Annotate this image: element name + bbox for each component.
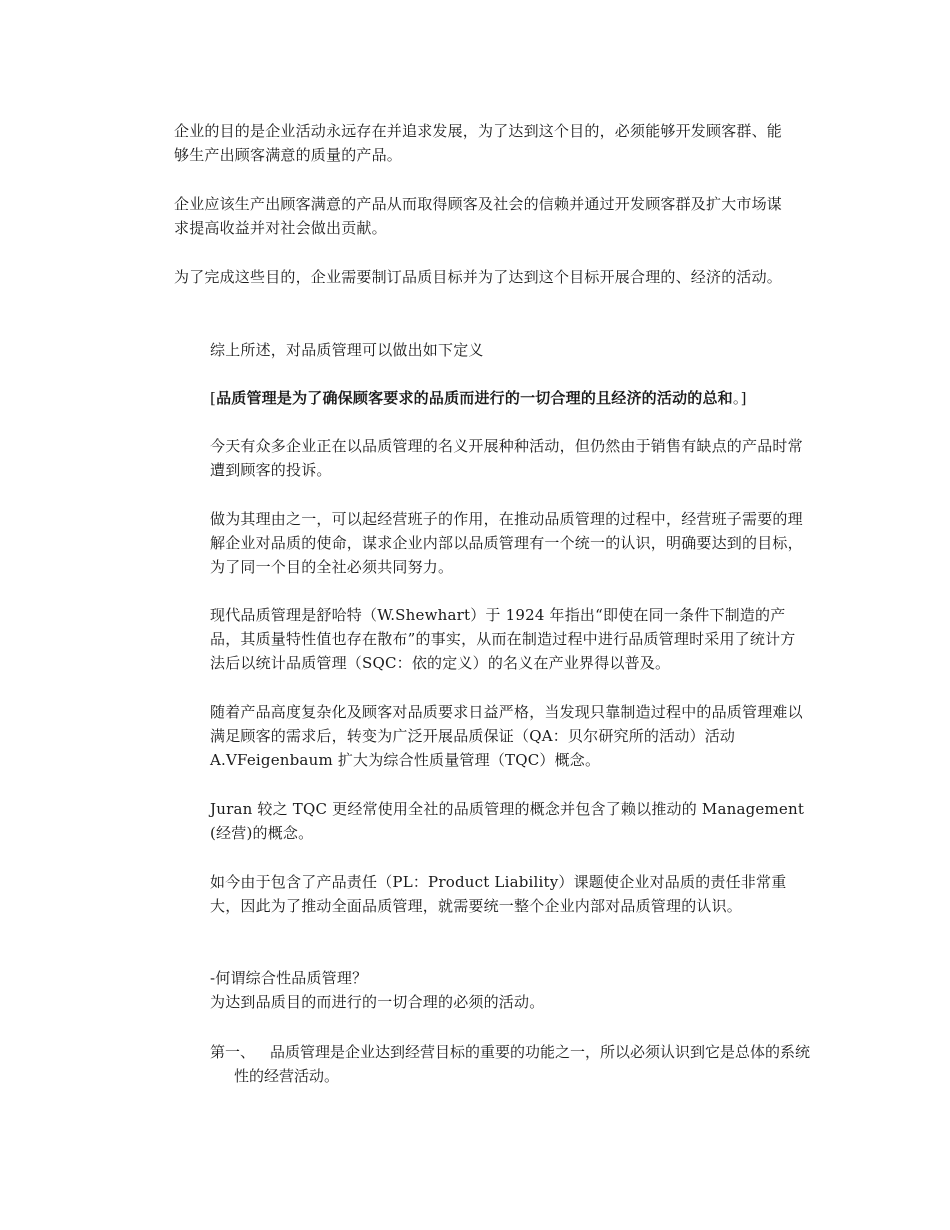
body-paragraph-1: 今天有众多企业正在以品质管理的名义开展种种活动，但仍然由于销售有缺点的产品时常遭到顾客的投诉。 [210, 437, 803, 479]
list-item-text: 品质管理是企业达到经营目标的重要的功能之一，所以必须认识到它是总体的系统性的经营活动。 [234, 1043, 811, 1085]
list-item [210, 1040, 810, 1088]
intro-paragraph-2: 企业应该生产出顾客满意的产品从而取得顾客及社会的信赖并通过开发顾客群及扩大市场谋求提高收益并对社会做出贡献。 [174, 195, 783, 237]
body-paragraph-3: 现代品质管理是舒哈特（W.Shewhart）于 1924 年指出“即使在同一条件下制造的产品，其质量特性值也存在散布”的事实，从而在制造过程中进行品质管理时采用了统计方法后以统计品质管理（SQC：依的定义）的名义在产业界得以普及。 [210, 606, 796, 672]
body-paragraph-6: 如今由于包含了产品责任（PL：Product Liability）课题使企业对品质的责任非常重大，因此为了推动全面品质管理，就需要统一整个企业内部对品质管理的认识。 [210, 873, 787, 915]
definition-open-bracket: [ [210, 389, 217, 407]
body-paragraph-5: Juran 较之 TQC 更经常使用全社的品质管理的概念并包含了赖以推动的 Management (经营)的概念。 [210, 800, 805, 842]
section-subheading: 为达到品质目的而进行的一切合理的必须的活动。 [210, 993, 545, 1011]
list-item-number: 第一、 [210, 1043, 256, 1061]
definition-lead: 综上所述，对品质管理可以做出如下定义 [210, 341, 484, 359]
body-paragraph-2: 做为其理由之一，可以起经营班子的作用，在推动品质管理的过程中，经营班子需要的理解企业对品质的使命，谋求企业内部以品质管理有一个统一的认识，明确要达到的目标，为了同一个目的全社必须共同努力。 [210, 510, 803, 576]
intro-paragraph-3: 为了完成这些目的，企业需要制订品质目标并为了达到这个目标开展合理的、经济的活动。 [174, 268, 783, 286]
definition-bold-text: 品质管理是为了确保顾客要求的品质而进行的一切合理的且经济的活动的总和 [216, 389, 733, 407]
section-heading: -何谓综合性品质管理？ [210, 969, 368, 987]
intro-paragraph-1: 企业的目的是企业活动永远存在并追求发展，为了达到这个目的，必须能够开发顾客群、能够生产出顾客满意的质量的产品。 [174, 122, 783, 164]
definition-close-bracket: 。] [732, 389, 747, 407]
definition-statement [210, 386, 810, 410]
body-paragraph-4: 随着产品高度复杂化及顾客对品质要求日益严格，当发现只靠制造过程中的品质管理难以满足顾客的需求后，转变为广泛开展品质保证（QA：贝尔研究所的活动）活动 A.VFeigenbaum 扩大为综合性质量管理（TQC）概念。 [210, 703, 803, 769]
